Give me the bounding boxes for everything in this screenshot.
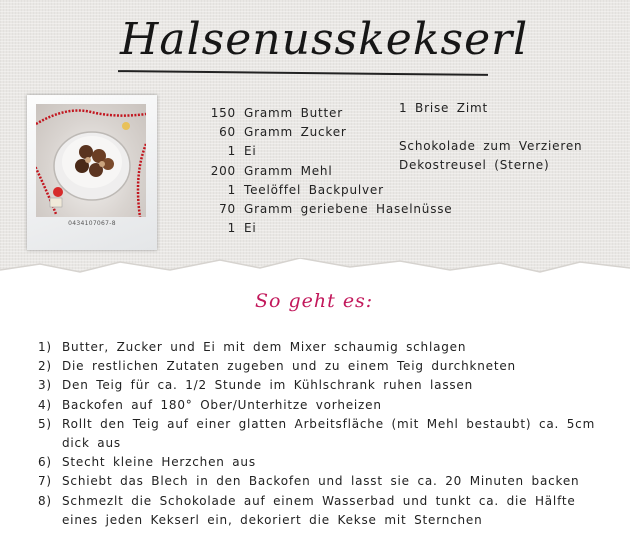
ingredient-extra: Dekostreusel (Sterne): [399, 158, 550, 172]
instruction-step: [38, 376, 618, 395]
ingredient-spacer: [399, 118, 619, 137]
instruction-step: [38, 492, 618, 530]
step-number: 1): [38, 340, 52, 354]
ingredient-name: Ei: [244, 221, 257, 236]
ingredient-qty: 1: [227, 144, 236, 159]
ingredient-qty: 200: [210, 163, 236, 178]
step-number: 3): [38, 378, 52, 393]
step-number: 5): [38, 416, 52, 431]
step-number: 8): [38, 493, 52, 508]
instruction-step: [38, 357, 618, 376]
instruction-step: [38, 415, 618, 453]
step-number: 4): [38, 397, 52, 412]
step-text: Rollt den Teig auf einer glatten Arbeitsfläche (mit Mehl bestaubt) ca. 5cm dick aus: [62, 416, 596, 451]
ingredient-row: [183, 219, 403, 238]
step-number: 6): [38, 455, 52, 470]
step-number: 7): [38, 474, 52, 489]
step-text: Die restlichen Zutaten zugeben und zu einem Teig durchkneten: [62, 359, 516, 374]
instruction-step: [38, 338, 618, 357]
ingredient-qty: 150: [210, 106, 236, 120]
ingredient-name: Gramm Butter: [244, 106, 343, 120]
ingredient-qty: 70: [219, 202, 236, 217]
ingredients-list-right: [399, 99, 619, 175]
step-text: Schmezlt die Schokolade auf einem Wasserbad und tunkt ca. die Hälfte eines jeden Kekserl ein, dekoriert die Kekse mit Sternchen: [62, 493, 576, 527]
ingredient-qty: 1: [227, 221, 236, 236]
step-text: Den Teig für ca. 1/2 Stunde im Kühlschrank ruhen lassen: [62, 378, 474, 393]
ingredient-extra: Schokolade zum Verzieren: [399, 139, 583, 153]
instructions-list: [38, 338, 618, 530]
ingredient-name: Ei: [244, 144, 257, 159]
ingredient-extra: 1 Brise Zimt: [399, 101, 488, 115]
instruction-step: [38, 453, 618, 472]
step-number: 2): [38, 359, 52, 374]
instruction-step: [38, 472, 618, 491]
ingredient-row: [183, 142, 403, 161]
step-text: Stecht kleine Herzchen aus: [62, 455, 256, 470]
ingredient-qty: 1: [227, 182, 236, 197]
ingredient-row: [183, 200, 453, 219]
ingredient-name: Gramm Zucker: [244, 125, 347, 140]
step-text: Backofen auf 180° Ober/Unterhitze vorheizen: [62, 397, 382, 412]
ingredient-qty: 60: [219, 125, 236, 140]
cookie-photo: [36, 104, 146, 217]
instructions-heading: So geht es:: [255, 290, 374, 312]
polaroid-photo: [27, 95, 157, 250]
ingredient-row: [183, 123, 403, 142]
ingredient-row: [183, 181, 403, 200]
instruction-step: [38, 396, 618, 415]
step-text: Schiebt das Blech in den Backofen und lasst sie ca. 20 Minuten backen: [62, 474, 580, 489]
recipe-title: Halsenusskekserl: [120, 14, 529, 65]
title-underline: [118, 70, 488, 76]
ingredient-name: Gramm geriebene Haselnüsse: [244, 202, 453, 217]
ingredient-row: [183, 162, 403, 181]
ingredient-name: Teelöffel Backpulver: [244, 182, 384, 197]
ingredient-row: [183, 104, 403, 123]
step-text: Butter, Zucker und Ei mit dem Mixer schaumig schlagen: [62, 340, 467, 354]
cookie-photo-illustration: [36, 104, 146, 217]
ingredients-list-left: [183, 104, 453, 238]
ingredient-name: Gramm Mehl: [244, 163, 333, 178]
photo-code: 0434107067-8: [68, 220, 116, 227]
